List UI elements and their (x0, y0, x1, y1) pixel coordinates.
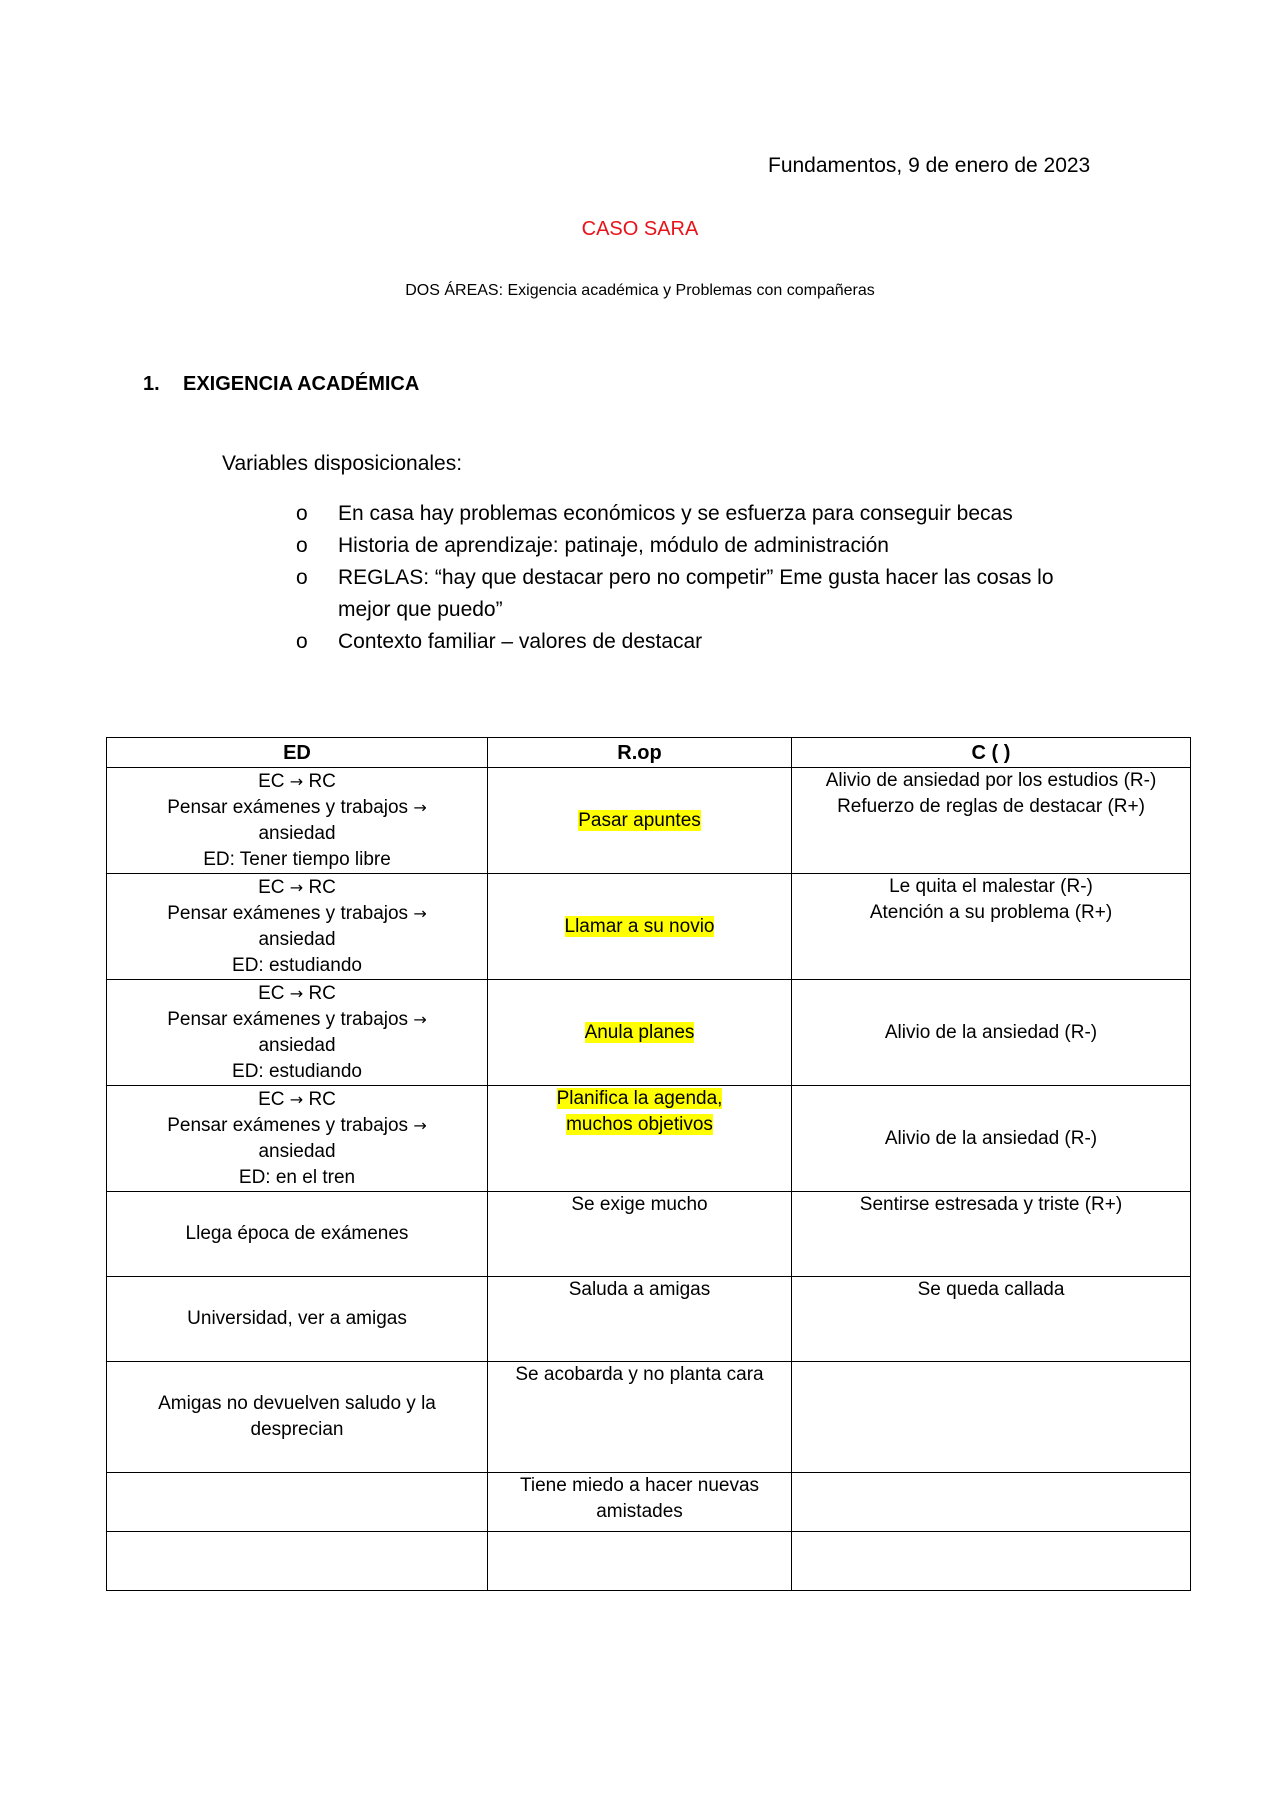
table-row (107, 768, 1191, 874)
document-date: Fundamentos, 9 de enero de 2023 (768, 154, 1091, 177)
highlighted-response: muchos objetivos (566, 1114, 713, 1135)
list-item: o REGLAS: “hay que destacar pero no competir” Eme gusta hacer las cosas lo mejor que puedo” (296, 562, 1076, 626)
ed-cell: Llega época de exámenes (107, 1192, 488, 1277)
table-row (107, 1086, 1191, 1192)
rop-cell: Tiene miedo a hacer nuevas amistades (488, 1473, 792, 1532)
ed-cell (107, 1532, 488, 1591)
list-item: o Historia de aprendizaje: patinaje, módulo de administración (296, 530, 1076, 562)
section-heading (143, 373, 419, 396)
ed-cell: EC → RC Pensar exámenes y trabajos → ansiedad ED: Tener tiempo libre (107, 768, 488, 874)
table-row (107, 1362, 1191, 1473)
table-row (107, 1532, 1191, 1591)
consequence-cell: Sentirse estresada y triste (R+) (792, 1192, 1191, 1277)
ed-cell: Universidad, ver a amigas (107, 1277, 488, 1362)
consequence-cell (792, 1362, 1191, 1473)
highlighted-response: Llamar a su novio (564, 915, 715, 937)
rop-cell (488, 768, 792, 874)
arrow-right-icon: → (413, 903, 427, 923)
consequence-cell: Alivio de la ansiedad (R-) (792, 1086, 1191, 1192)
highlighted-response: Anula planes (584, 1021, 695, 1043)
case-title: CASO SARA (581, 218, 699, 240)
consequence-cell: Alivio de ansiedad por los estudios (R-) Refuerzo de reglas de destacar (R+) (792, 768, 1191, 874)
section-number: 1. (143, 373, 160, 395)
rop-cell: Se exige mucho (488, 1192, 792, 1277)
arrow-right-icon: → (413, 797, 427, 817)
functional-analysis-table (106, 737, 1191, 1591)
bullet-icon: o (296, 534, 308, 557)
section-title: EXIGENCIA ACADÉMICA (183, 373, 420, 395)
table-row (107, 1192, 1191, 1277)
rop-cell (488, 1086, 792, 1192)
column-header-rop: R.op (488, 738, 792, 768)
list-item: o Contexto familiar – valores de destacar (296, 626, 1076, 658)
bullet-icon: o (296, 630, 308, 653)
ed-cell: EC → RC Pensar exámenes y trabajos → ansiedad ED: estudiando (107, 874, 488, 980)
consequence-cell: Le quita el malestar (R-) Atención a su problema (R+) (792, 874, 1191, 980)
rop-cell (488, 874, 792, 980)
consequence-cell: Alivio de la ansiedad (R-) (792, 980, 1191, 1086)
rop-cell: Se acobarda y no planta cara (488, 1362, 792, 1473)
arrow-right-icon: → (289, 877, 304, 897)
table-row (107, 980, 1191, 1086)
table-row (107, 1277, 1191, 1362)
rop-cell: Saluda a amigas (488, 1277, 792, 1362)
arrow-right-icon: → (289, 1089, 304, 1109)
arrow-right-icon: → (413, 1115, 427, 1135)
ed-cell: Amigas no devuelven saludo y la desprecian (107, 1362, 488, 1473)
ed-cell: EC → RC Pensar exámenes y trabajos → ansiedad ED: en el tren (107, 1086, 488, 1192)
column-header-c: C ( ) (792, 738, 1191, 768)
rop-cell (488, 1532, 792, 1591)
variables-label: Variables disposicionales: (222, 452, 463, 475)
consequence-cell (792, 1532, 1191, 1591)
bullet-icon: o (296, 502, 308, 525)
bullet-icon: o (296, 566, 308, 589)
arrow-right-icon: → (289, 983, 304, 1003)
arrow-right-icon: → (413, 1009, 427, 1029)
variables-list (296, 498, 1076, 658)
table-row (107, 874, 1191, 980)
case-subtitle: DOS ÁREAS: Exigencia académica y Problemas con compañeras (405, 282, 875, 299)
column-header-ed: ED (107, 738, 488, 768)
highlighted-response: Pasar apuntes (578, 809, 701, 831)
table-row (107, 1473, 1191, 1532)
arrow-right-icon: → (289, 771, 304, 791)
consequence-cell (792, 1473, 1191, 1532)
consequence-cell: Se queda callada (792, 1277, 1191, 1362)
rop-cell (488, 980, 792, 1086)
list-item: o En casa hay problemas económicos y se esfuerza para conseguir becas (296, 498, 1076, 530)
ed-cell: EC → RC Pensar exámenes y trabajos → ansiedad ED: estudiando (107, 980, 488, 1086)
table-header-row (107, 738, 1191, 768)
highlighted-response: Planifica la agenda, (556, 1088, 723, 1109)
ed-cell (107, 1473, 488, 1532)
